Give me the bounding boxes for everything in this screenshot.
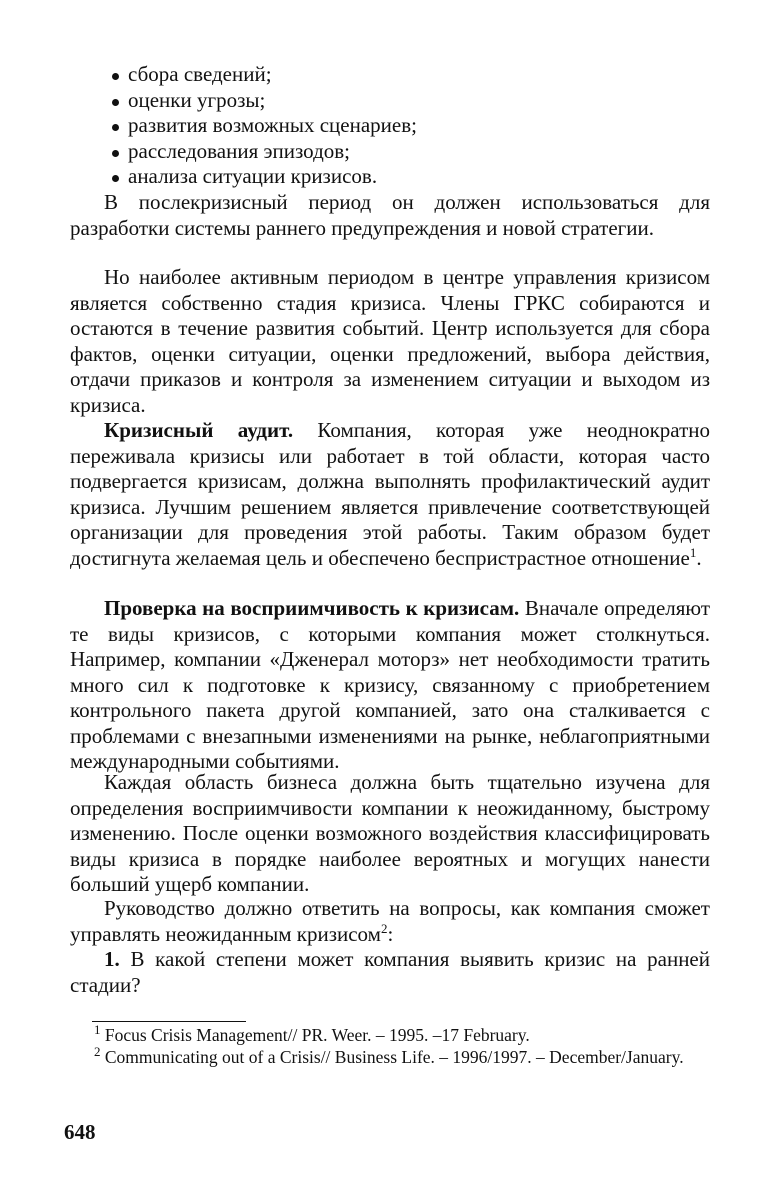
- list-item-text: развития возможных сценариев;: [128, 113, 417, 137]
- list-item-text: анализа ситуации кризисов.: [128, 164, 378, 188]
- bullet-list: [70, 62, 710, 190]
- list-item-text: оценки угрозы;: [128, 87, 266, 112]
- paragraph-text: [70, 418, 710, 571]
- list-item: [70, 88, 710, 114]
- list-item: [70, 139, 710, 165]
- footnote: [70, 1024, 710, 1046]
- bullet-dot-icon: [112, 175, 119, 182]
- footnote-ref: 1: [689, 544, 697, 560]
- footnote: [70, 1046, 710, 1068]
- list-item: [70, 62, 710, 88]
- paragraph-management-center: [70, 265, 710, 418]
- footnotes: [70, 1024, 710, 1068]
- paragraph-text: [70, 947, 710, 998]
- paragraph-management-questions: [70, 896, 710, 947]
- paragraph-crisis-audit: [70, 418, 710, 571]
- paragraph-text: Но наиболее активным периодом в центре управления кризисом является собственно стадия кризиса. Члены ГРКС собираются и остаются в течение развития событий. Центр используется для сбора фактов, оценки ситуации, оценки предложений, выбора действия, отдачи приказов и контроля за изменением ситуации и выходом из кризиса.: [70, 265, 710, 417]
- paragraph-susceptibility-check: [70, 596, 710, 775]
- bullet-dot-icon: [112, 99, 119, 106]
- footnote-text: Focus Crisis Management// PR. Weer. – 1995. –17 February.: [100, 1025, 530, 1045]
- bullet-dot-icon: [112, 150, 119, 157]
- paragraph-end: :: [387, 921, 394, 946]
- list-item-text: расследования эпизодов;: [128, 138, 351, 163]
- paragraph-text: Каждая область бизнеса должна быть тщательно изучена для определения восприимчивости компании к неожиданному, быстрому изменению. После оценки возможного воздействия классифицировать виды кризиса в порядке наиболее вероятных и могущих нанести больший ущерб компании.: [70, 770, 710, 896]
- bullet-dot-icon: [112, 124, 119, 131]
- bullet-dot-icon: [112, 73, 119, 80]
- footnote-text: Communicating out of a Crisis// Business Life. – 1996/1997. – December/January.: [100, 1047, 684, 1067]
- paragraph-post-crisis: [70, 190, 710, 241]
- question-number: 1.: [104, 947, 120, 971]
- footnote-divider: [92, 1021, 246, 1022]
- bullet-list-block: [70, 62, 710, 190]
- page-number: 648: [64, 1120, 96, 1144]
- list-item: [70, 113, 710, 139]
- paragraph-body: Вначале определяют те виды кризисов, с которыми компания может столкнуться. Например, компании «Дженерал моторз» нет необходимости тратить много сил к подготовке к кризису, связанному с приобретением контрольного пакета другой компанией, зато она сталкивается с проблемами с внезапными изменениями на рынке, неблагоприятными международными событиями.: [70, 596, 711, 773]
- list-item: [70, 164, 710, 190]
- paragraph-business-area: [70, 770, 710, 898]
- paragraph-heading: Проверка на восприимчивость к кризисам.: [104, 596, 520, 620]
- footnote-ref: 2: [380, 920, 388, 936]
- paragraph-end: .: [696, 545, 702, 570]
- paragraph-text: В послекризисный период он должен использоваться для разработки системы раннего предупреждения и новой стратегии.: [70, 190, 710, 240]
- paragraph-body: Руководство должно ответить на вопросы, как компания сможет управлять неожиданным кризисом: [70, 896, 710, 946]
- paragraph-heading: Кризисный аудит.: [104, 418, 294, 442]
- list-item-text: сбора сведений;: [128, 62, 272, 86]
- paragraph-text: [70, 896, 710, 947]
- footnote-mark: 2: [94, 1044, 101, 1060]
- paragraph-body: В какой степени может компания выявить кризис на ранней стадии?: [70, 947, 710, 997]
- footnote-mark: 1: [94, 1022, 101, 1038]
- numbered-question: [70, 947, 710, 998]
- paragraph-body: Компания, которая уже неоднократно переживала кризисы или работает в той области, которая часто подвергается кризисам, должна выполнять профилактический аудит кризиса. Лучшим решением является привлечение соответствующей организации для проведения этой работы. Таким образом будет достигнута желаемая цель и обеспечено беспристрастное отношение: [70, 418, 710, 570]
- paragraph-text: [70, 596, 710, 775]
